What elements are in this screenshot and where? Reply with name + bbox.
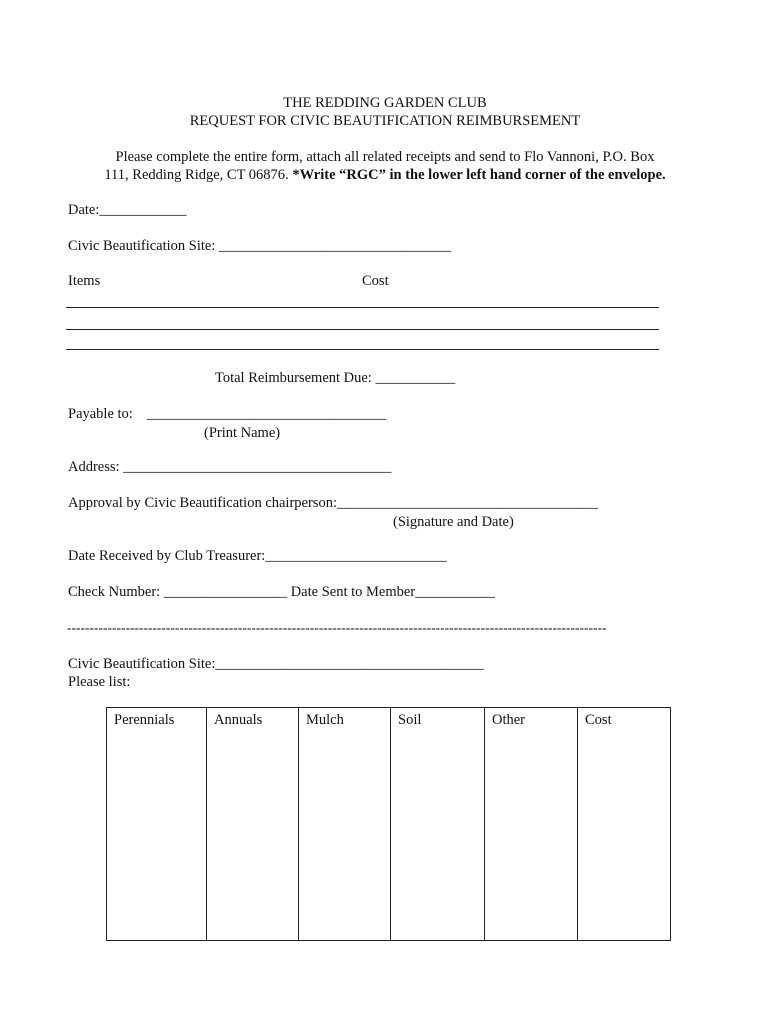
approval-field[interactable]: Approval by Civic Beautification chairperson:____________________________________: [68, 495, 598, 511]
annuals-column[interactable]: [207, 708, 299, 940]
materials-table: [106, 707, 671, 941]
instructions-address: 111, Redding Ridge, CT 06876.: [104, 167, 293, 183]
items-line-3[interactable]: [66, 349, 659, 350]
mulch-column[interactable]: [299, 708, 391, 940]
site-field[interactable]: Civic Beautification Site: ________________________________: [68, 238, 452, 254]
column-header: Cost: [585, 712, 612, 728]
other-column[interactable]: [485, 708, 578, 940]
instructions-line-1: Please complete the entire form, attach all related receipts and send to Flo Vannoni, P.O. Box: [115, 149, 655, 165]
print-name-caption: (Print Name): [204, 425, 281, 441]
perennials-column[interactable]: [107, 708, 207, 940]
payable-to-label: Payable to:: [68, 406, 133, 422]
cut-separator: ------------------------------------------------------------------------------------------------------------------------: [67, 621, 607, 635]
payable-to-field[interactable]: _________________________________: [147, 406, 387, 422]
total-reimbursement-field[interactable]: Total Reimbursement Due: ___________: [215, 370, 456, 386]
second-site-field[interactable]: Civic Beautification Site:_____________________________________: [68, 656, 484, 672]
cost-column[interactable]: [578, 708, 670, 940]
instructions-line-2: [0, 168, 770, 183]
please-list-label: Please list:: [68, 674, 131, 690]
address-field[interactable]: Address: _____________________________________: [68, 459, 392, 475]
items-column-label: Items: [68, 273, 101, 289]
column-header: Annuals: [214, 712, 263, 728]
soil-column[interactable]: [391, 708, 485, 940]
column-header: Other: [492, 712, 526, 728]
date-field[interactable]: Date:____________: [68, 202, 187, 218]
form-title: REQUEST FOR CIVIC BEAUTIFICATION REIMBURSEMENT: [189, 113, 581, 129]
cost-column-label: Cost: [362, 273, 389, 289]
signature-date-caption: (Signature and Date): [393, 514, 514, 530]
instructions-envelope-note: *Write “RGC” in the lower left hand corner of the envelope.: [292, 167, 666, 183]
club-title: THE REDDING GARDEN CLUB: [283, 95, 487, 111]
column-header: Perennials: [114, 712, 175, 728]
column-header: Mulch: [306, 712, 344, 728]
items-line-1[interactable]: [66, 307, 659, 308]
items-line-2[interactable]: [66, 329, 659, 330]
check-number-field[interactable]: Check Number: _________________ Date Sent to Member___________: [68, 584, 495, 600]
date-received-field[interactable]: Date Received by Club Treasurer:_________________________: [68, 548, 447, 564]
column-header: Soil: [398, 712, 422, 728]
